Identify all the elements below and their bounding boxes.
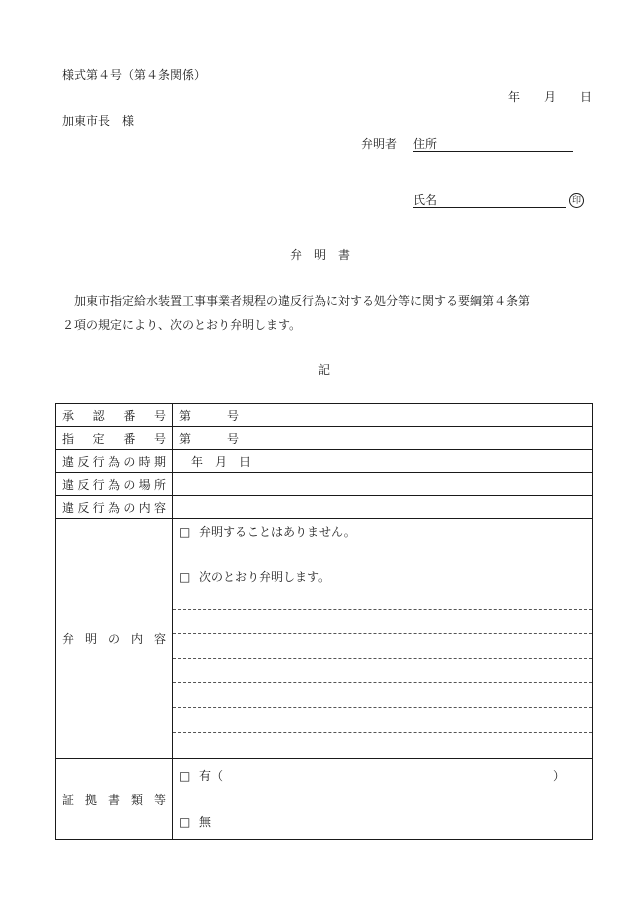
table-row — [56, 404, 593, 427]
body-line-2: ２項の規定により、次のとおり弁明します。 — [62, 318, 302, 332]
writing-line[interactable] — [173, 658, 592, 659]
explanation-option-none[interactable] — [179, 525, 356, 539]
form-id: 様式第４号（第４条関係） — [62, 68, 207, 82]
checkbox-icon[interactable]: □ — [179, 570, 191, 584]
table-row — [56, 427, 593, 450]
approval-number-field[interactable]: 第 号 — [173, 404, 593, 427]
addressee: 加東市長 様 — [62, 114, 135, 128]
writing-line[interactable] — [173, 609, 592, 610]
row-label: 違反行為の時期 — [56, 450, 173, 473]
table-row — [56, 473, 593, 496]
writing-line[interactable] — [173, 633, 592, 634]
applicant-label: 弁明者 — [361, 137, 398, 151]
table-row — [56, 450, 593, 473]
checkbox-icon[interactable]: □ — [179, 769, 191, 783]
name-field[interactable] — [413, 193, 566, 208]
evidence-close-paren: ） — [553, 769, 566, 783]
form-table — [55, 403, 593, 840]
row-label: 違反行為の場所 — [56, 473, 173, 496]
row-label: 弁明の内容 — [56, 519, 173, 759]
writing-line[interactable] — [173, 707, 592, 708]
table-row — [56, 519, 593, 759]
evidence-option-yes[interactable] — [179, 769, 223, 783]
document-title: 弁 明 書 — [290, 248, 351, 262]
name-label: 氏名 — [413, 193, 438, 207]
explanation-option-explain[interactable] — [179, 570, 330, 584]
option-label: 弁明することはありません。 — [199, 525, 356, 539]
row-label: 証拠書類等 — [56, 759, 173, 840]
violation-date-field[interactable]: 年 月 日 — [173, 450, 593, 473]
address-field[interactable] — [413, 137, 573, 152]
table-row — [56, 759, 593, 840]
violation-place-field[interactable] — [173, 473, 593, 496]
row-label: 違反行為の内容 — [56, 496, 173, 519]
seal-icon: 印 — [569, 193, 584, 208]
table-row — [56, 496, 593, 519]
option-label: 無 — [199, 815, 212, 829]
row-label: 承認番号 — [56, 404, 173, 427]
violation-content-field[interactable] — [173, 496, 593, 519]
address-label: 住所 — [413, 137, 438, 151]
writing-line[interactable] — [173, 732, 592, 733]
evidence-cell — [173, 759, 593, 840]
checkbox-icon[interactable]: □ — [179, 525, 191, 539]
date-line: 年 月 日 — [508, 90, 593, 104]
explanation-cell — [173, 519, 593, 759]
seal-mark — [569, 192, 584, 208]
checkbox-icon[interactable]: □ — [179, 815, 191, 829]
ki-heading: 記 — [318, 363, 331, 377]
row-label: 指定番号 — [56, 427, 173, 450]
option-label: 次のとおり弁明します。 — [199, 570, 331, 584]
body-line-1: 加東市指定給水装置工事事業者規程の違反行為に対する処分等に関する要綱第４条第 — [74, 294, 531, 308]
designation-number-field[interactable]: 第 号 — [173, 427, 593, 450]
evidence-option-no[interactable] — [179, 815, 211, 829]
option-label: 有（ — [199, 769, 224, 783]
writing-line[interactable] — [173, 682, 592, 683]
